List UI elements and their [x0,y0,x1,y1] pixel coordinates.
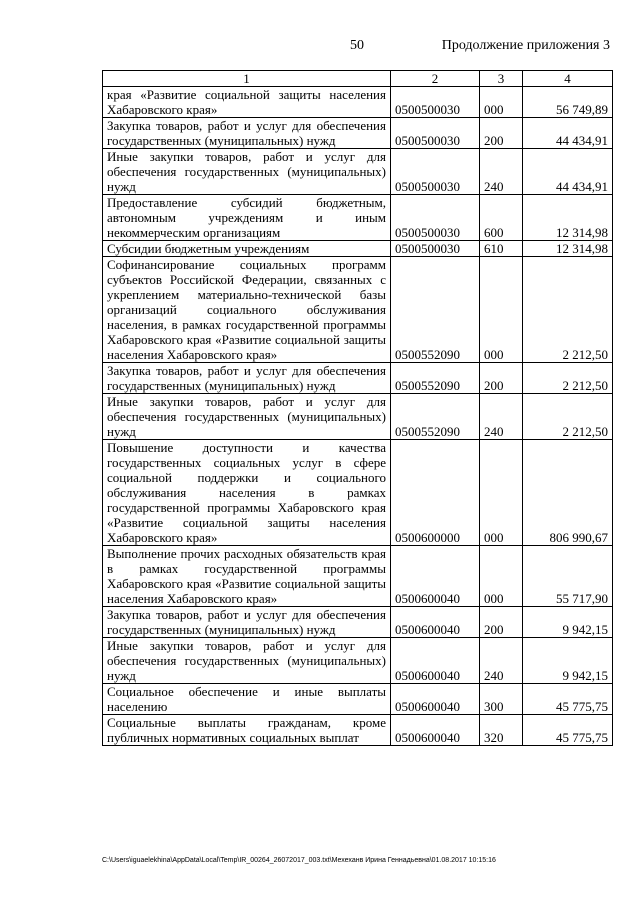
row-code: 0500552090 [391,394,480,440]
row-code: 0500500030 [391,241,480,257]
column-header: 4 [523,71,613,87]
row-type: 200 [480,118,523,149]
table-row [103,257,613,363]
row-type: 200 [480,607,523,638]
table-row [103,638,613,684]
table-row [103,715,613,746]
row-name: Софинансирование социальных программ субъектов Российской Федерации, связанных с укреплением материально-технической базы организаций социального обслуживания населения, в рамках государственной программы Хабаровского края «Развитие социальной защиты населения Хабаровского края» [103,257,391,363]
row-code: 0500500030 [391,118,480,149]
row-code: 0500500030 [391,87,480,118]
row-name: Иные закупки товаров, работ и услуг для обеспечения государственных (муниципальных) нужд [103,638,391,684]
page-number: 50 [350,38,364,53]
column-header: 3 [480,71,523,87]
row-name: Закупка товаров, работ и услуг для обеспечения государственных (муниципальных) нужд [103,607,391,638]
row-sum: 56 749,89 [523,87,613,118]
budget-table [102,70,613,746]
row-code: 0500552090 [391,257,480,363]
table-row [103,118,613,149]
row-code: 0500600040 [391,638,480,684]
row-type: 600 [480,195,523,241]
row-name: края «Развитие социальной защиты населения Хабаровского края» [103,87,391,118]
row-name: Иные закупки товаров, работ и услуг для обеспечения государственных (муниципальных) нужд [103,394,391,440]
table-row [103,87,613,118]
row-name: Закупка товаров, работ и услуг для обеспечения государственных (муниципальных) нужд [103,118,391,149]
row-sum: 45 775,75 [523,684,613,715]
row-type: 320 [480,715,523,746]
table-row [103,363,613,394]
row-code: 0500600040 [391,607,480,638]
continuation-title: Продолжение приложения 3 [441,38,610,53]
row-code: 0500600040 [391,684,480,715]
row-name: Субсидии бюджетным учреждениям [103,241,391,257]
row-sum: 44 434,91 [523,118,613,149]
column-header: 1 [103,71,391,87]
row-sum: 9 942,15 [523,607,613,638]
row-code: 0500500030 [391,149,480,195]
row-sum: 44 434,91 [523,149,613,195]
row-code: 0500552090 [391,363,480,394]
row-type: 300 [480,684,523,715]
footer-file-path: C:\Users\iguaelekhina\AppData\Local\Temp\IR_00264_26072017_003.txt\Мехеханв Ирина Геннадьевна\01.08.2017 10:15:16 [102,857,496,864]
row-name: Иные закупки товаров, работ и услуг для обеспечения государственных (муниципальных) нужд [103,149,391,195]
table-row [103,241,613,257]
table-row [103,195,613,241]
row-sum: 2 212,50 [523,363,613,394]
page-header [0,38,640,56]
row-type: 000 [480,257,523,363]
row-code: 0500600000 [391,440,480,546]
row-code: 0500500030 [391,195,480,241]
row-type: 000 [480,440,523,546]
row-name: Закупка товаров, работ и услуг для обеспечения государственных (муниципальных) нужд [103,363,391,394]
row-sum: 2 212,50 [523,257,613,363]
row-name: Социальные выплаты гражданам, кроме публичных нормативных социальных выплат [103,715,391,746]
table-row [103,394,613,440]
row-code: 0500600040 [391,546,480,607]
row-sum: 12 314,98 [523,241,613,257]
row-type: 240 [480,149,523,195]
row-type: 200 [480,363,523,394]
row-code: 0500600040 [391,715,480,746]
row-sum: 806 990,67 [523,440,613,546]
table-row [103,607,613,638]
row-sum: 45 775,75 [523,715,613,746]
row-name: Повышение доступности и качества государственных социальных услуг в сфере социальной поддержки и социального обслуживания населения в рамках государственной программы Хабаровского края «Развитие социальной защиты населения Хабаровского края» [103,440,391,546]
row-type: 240 [480,394,523,440]
row-type: 000 [480,87,523,118]
row-type: 240 [480,638,523,684]
row-name: Предоставление субсидий бюджетным, автономным учреждениям и иным некоммерческим организациям [103,195,391,241]
table-row [103,149,613,195]
table-row [103,440,613,546]
table-row [103,684,613,715]
row-sum: 12 314,98 [523,195,613,241]
row-type: 000 [480,546,523,607]
table-row [103,546,613,607]
row-sum: 9 942,15 [523,638,613,684]
column-header: 2 [391,71,480,87]
row-sum: 55 717,90 [523,546,613,607]
row-name: Социальное обеспечение и иные выплаты населению [103,684,391,715]
row-sum: 2 212,50 [523,394,613,440]
table-header-row [103,71,613,87]
row-type: 610 [480,241,523,257]
row-name: Выполнение прочих расходных обязательств края в рамках государственной программы Хабаровского края «Развитие социальной защиты населения Хабаровского края» [103,546,391,607]
